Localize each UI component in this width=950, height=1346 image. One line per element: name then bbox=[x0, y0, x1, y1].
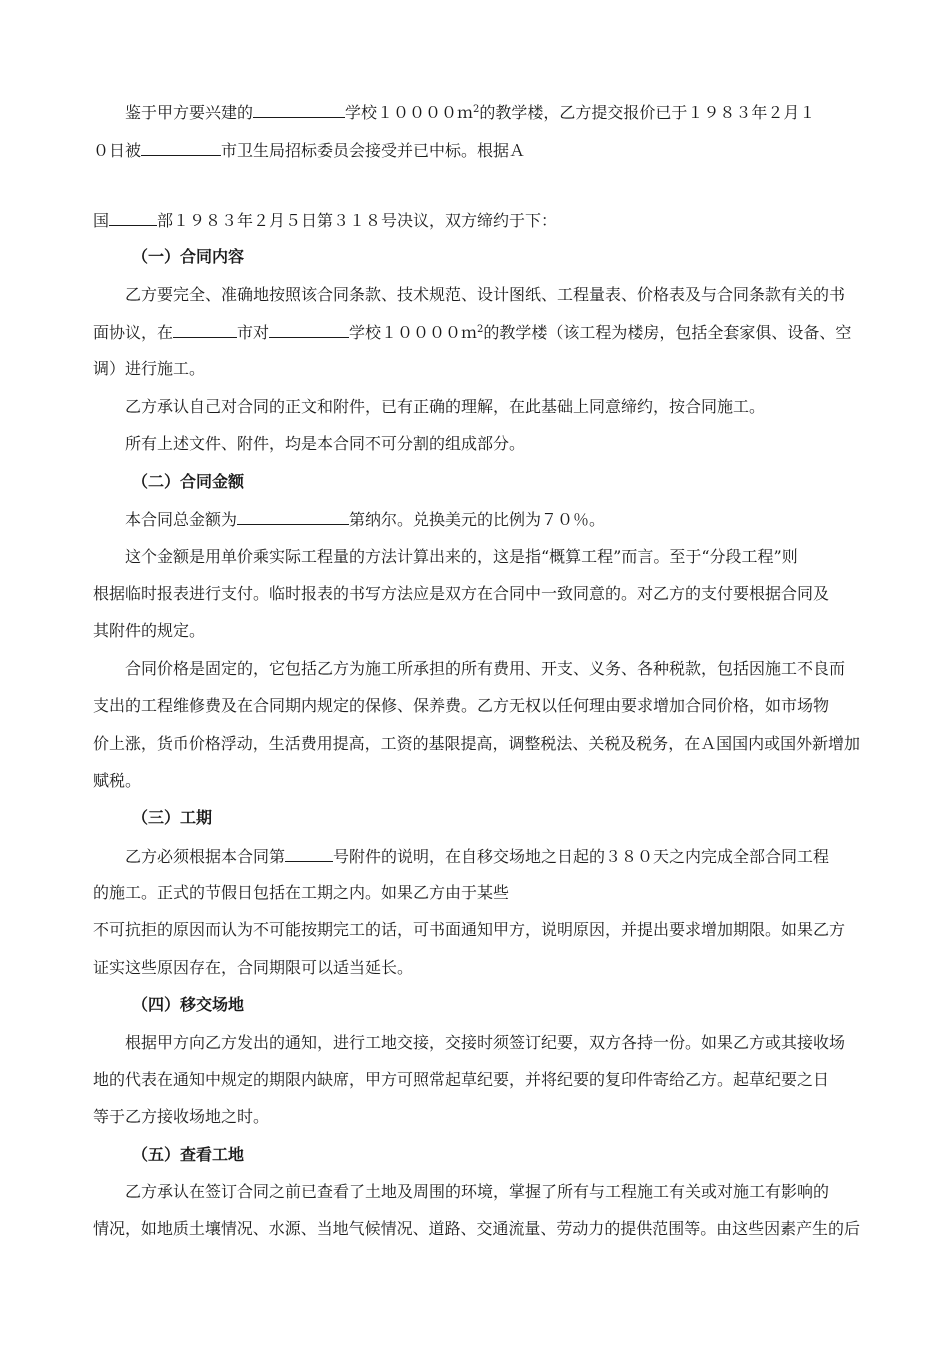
intro-text: 市卫生局招标委员会接受并已中标。根据Ａ bbox=[221, 141, 526, 160]
paragraph-line: 支出的工程维修费及在合同期内规定的保修、保养费。乙方无权以任何理由要求增加合同价格，如市场物 bbox=[93, 696, 830, 715]
intro-text: 国 bbox=[93, 211, 110, 230]
paragraph-line: 合同价格是固定的，它包括乙方为施工所承担的所有费用、开支、义务、各种税款，包括因施工不良而 bbox=[125, 659, 846, 678]
paragraph-text: 本合同总金额为 bbox=[125, 510, 238, 529]
blank-school bbox=[269, 322, 349, 338]
intro-line-1 bbox=[125, 102, 815, 123]
blank-city bbox=[173, 322, 237, 338]
intro-text: 学校１００００ｍ bbox=[345, 103, 474, 122]
paragraph-text: 号附件的说明，在自移交场地之日起的３８０天之内完成全部合同工程 bbox=[333, 847, 830, 866]
section-heading: （二）合同金额 bbox=[132, 472, 245, 491]
paragraph-line: 不可抗拒的原因而认为不可能按期完工的话，可书面通知甲方，说明原因，并提出要求增加期限。如果乙方 bbox=[93, 920, 846, 939]
paragraph-line: 调）进行施工。 bbox=[93, 359, 206, 378]
section-heading: （三）工期 bbox=[132, 808, 213, 827]
blank-school-name bbox=[253, 102, 345, 118]
section-heading: （四）移交场地 bbox=[132, 995, 245, 1014]
superscript: 2 bbox=[477, 324, 484, 335]
paragraph-text: 的教学楼（该工程为楼房，包括全套家俱、设备、空 bbox=[483, 323, 852, 342]
blank-annex-number bbox=[285, 846, 333, 862]
blank-city-name bbox=[141, 140, 221, 156]
intro-text: 的教学楼，乙方提交报价已于１９８３年２月１ bbox=[479, 103, 816, 122]
paragraph-line: 所有上述文件、附件，均是本合同不可分割的组成部分。 bbox=[125, 434, 526, 453]
intro-line-2 bbox=[93, 140, 525, 161]
paragraph-line: 乙方承认在签订合同之前已查看了土地及周围的环境，掌握了所有与工程施工有关或对施工有影响的 bbox=[125, 1182, 830, 1201]
paragraph-line: 其附件的规定。 bbox=[93, 621, 206, 640]
paragraph-text: 第纳尔。兑换美元的比例为７０％。 bbox=[349, 510, 606, 529]
paragraph-line bbox=[125, 846, 829, 867]
intro-text: 鉴于甲方要兴建的 bbox=[125, 103, 254, 122]
paragraph-line: 根据甲方向乙方发出的通知，进行工地交接，交接时须签订纪要，双方各持一份。如果乙方或其接收场 bbox=[125, 1033, 846, 1052]
paragraph-line: 情况，如地质土壤情况、水源、当地气候情况、道路、交通流量、劳动力的提供范围等。由这些因素产生的后 bbox=[93, 1219, 860, 1238]
paragraph-line: 价上涨，货币价格浮动，生活费用提高，工资的基限提高，调整税法、关税及税务，在Ａ国国内或国外新增加 bbox=[93, 734, 860, 753]
paragraph-line: 赋税。 bbox=[93, 771, 142, 790]
paragraph-line: 乙方要完全、准确地按照该合同条款、技术规范、设计图纸、工程量表、价格表及与合同条款有关的书 bbox=[125, 285, 846, 304]
intro-text: ０日被 bbox=[93, 141, 142, 160]
paragraph-text: 面协议，在 bbox=[93, 323, 174, 342]
paragraph-line bbox=[125, 509, 605, 530]
paragraph-line: 证实这些原因存在，合同期限可以适当延长。 bbox=[93, 958, 414, 977]
superscript: 2 bbox=[473, 104, 480, 115]
intro-line-3 bbox=[93, 210, 557, 231]
paragraph-text: 乙方必须根据本合同第 bbox=[125, 847, 286, 866]
paragraph-line: 等于乙方接收场地之时。 bbox=[93, 1107, 270, 1126]
section-heading: （一）合同内容 bbox=[132, 247, 245, 266]
paragraph-line: 这个金额是用单价乘实际工程量的方法计算出来的，这是指“概算工程”而言。至于“分段工程”则 bbox=[125, 547, 798, 566]
paragraph-line: 乙方承认自己对合同的正文和附件，已有正确的理解，在此基础上同意缔约，按合同施工。 bbox=[125, 397, 766, 416]
section-heading: （五）查看工地 bbox=[132, 1145, 245, 1164]
paragraph-text: 学校１００００ｍ bbox=[349, 323, 478, 342]
blank-ministry-name bbox=[109, 210, 157, 226]
blank-total-amount bbox=[237, 509, 349, 525]
intro-text: 部１９８３年２月５日第３１８号决议，双方缔约于下： bbox=[157, 211, 558, 230]
paragraph-line: 地的代表在通知中规定的期限内缺席，甲方可照常起草纪要，并将纪要的复印件寄给乙方。起草纪要之日 bbox=[93, 1070, 830, 1089]
paragraph-text: 市对 bbox=[237, 323, 270, 342]
paragraph-line: 的施工。正式的节假日包括在工期之内。如果乙方由于某些 bbox=[93, 883, 510, 902]
paragraph-line: 根据临时报表进行支付。临时报表的书写方法应是双方在合同中一致同意的。对乙方的支付要根据合同及 bbox=[93, 584, 830, 603]
paragraph-line bbox=[93, 322, 851, 343]
